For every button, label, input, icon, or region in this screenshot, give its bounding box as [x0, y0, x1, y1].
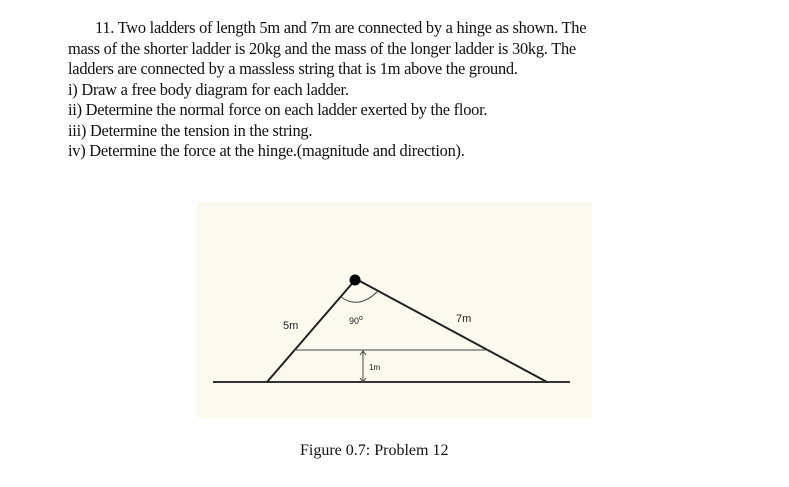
- problem-line: mass of the shorter ladder is 20kg and the mass of the longer ladder is 30kg. The: [68, 38, 576, 58]
- problem-line: iii) Determine the tension in the string.: [68, 120, 313, 140]
- angle-arc: [341, 291, 378, 302]
- problem-line: 11. Two ladders of length 5m and 7m are connected by a hinge as shown. The: [95, 18, 587, 37]
- ladder-diagram: [197, 202, 592, 418]
- label-height: 1m: [369, 363, 381, 372]
- short-ladder: [267, 279, 356, 382]
- figure-caption: Figure 0.7: Problem 12: [300, 442, 449, 459]
- long-ladder: [356, 279, 547, 382]
- problem-line: iv) Determine the force at the hinge.(magnitude and direction).: [68, 141, 465, 160]
- label-short-ladder: 5m: [283, 320, 299, 332]
- problem-line: ladders are connected by a massless string that is 1m above the ground.: [68, 59, 518, 78]
- problem-line: i) Draw a free body diagram for each ladder.: [68, 79, 349, 99]
- ladder-figure: [197, 202, 592, 418]
- label-long-ladder: 7m: [456, 313, 472, 325]
- label-angle: 90$^o$: [349, 315, 363, 326]
- hinge-icon: [350, 275, 361, 286]
- problem-line: ii) Determine the normal force on each ladder exerted by the floor.: [68, 100, 488, 119]
